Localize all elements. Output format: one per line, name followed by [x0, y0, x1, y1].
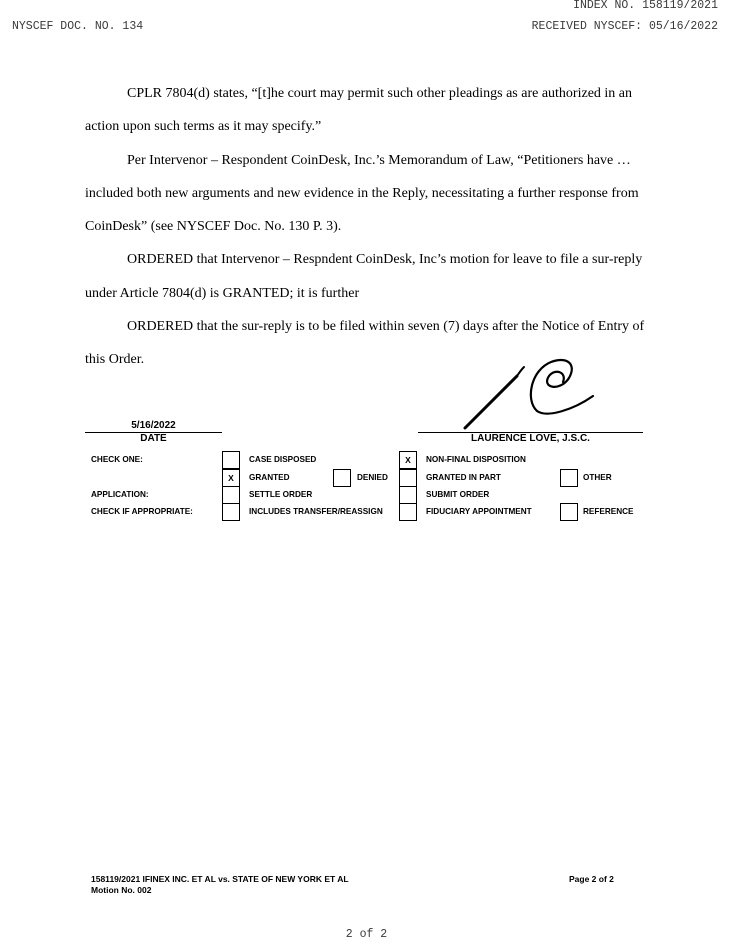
granted-label: GRANTED [249, 473, 290, 482]
index-number: INDEX NO. 158119/2021 [573, 0, 718, 12]
submit-order-checkbox[interactable] [399, 486, 417, 504]
paragraph-ordered-surreply: ORDERED that the sur-reply is to be filed within seven (7) days after the Notice of Entry of this Order. [85, 319, 645, 368]
submit-order-label: SUBMIT ORDER [426, 490, 490, 499]
doc-number: NYSCEF DOC. NO. 134 [12, 20, 144, 33]
granted-in-part-label: GRANTED IN PART [426, 473, 501, 482]
granted-checkbox[interactable]: X [222, 469, 240, 487]
date-label: DATE [140, 433, 167, 444]
received-date: RECEIVED NYSCEF: 05/16/2022 [531, 20, 718, 33]
includes-transfer-label: INCLUDES TRANSFER/REASSIGN [249, 507, 383, 516]
footer-case-caption: 158119/2021 IFINEX INC. ET AL vs. STATE OF NEW YORK ET AL [91, 874, 349, 884]
check-one-label: CHECK ONE: [91, 455, 143, 464]
judge-signature [455, 348, 605, 433]
case-disposed-checkbox[interactable] [222, 451, 240, 469]
reference-label: REFERENCE [583, 507, 634, 516]
footer-page-of: Page 2 of 2 [569, 874, 614, 884]
fiduciary-label: FIDUCIARY APPOINTMENT [426, 507, 532, 516]
paragraph-cplr: CPLR 7804(d) states, “[t]he court may permit such other pleadings as are authorized in an action upon such terms as it may specify.” [85, 86, 633, 135]
paragraph-ordered-granted: ORDERED that Intervenor – Respndent CoinDesk, Inc’s motion for leave to file a sur-reply under Article 7804(d) is GRANTED; it is further [85, 252, 643, 301]
fiduciary-checkbox[interactable] [399, 503, 417, 521]
reference-checkbox[interactable] [560, 503, 578, 521]
case-disposed-label: CASE DISPOSED [249, 455, 317, 464]
denied-label: DENIED [357, 473, 388, 482]
check-if-appropriate-label: CHECK IF APPROPRIATE: [91, 507, 193, 516]
application-label: APPLICATION: [91, 490, 149, 499]
paragraph-memorandum: Per Intervenor – Respondent CoinDesk, Inc.’s Memorandum of Law, “Petitioners have … included both new arguments and new evidence in the Reply, necessitating a further response from CoinDesk” (see NYSCEF Doc. No. 130 P. 3). [85, 152, 639, 235]
granted-in-part-checkbox[interactable] [399, 469, 417, 487]
other-label: OTHER [583, 473, 612, 482]
includes-transfer-checkbox[interactable] [222, 503, 240, 521]
denied-checkbox[interactable] [333, 469, 351, 487]
page-counter: 2 of 2 [345, 928, 388, 941]
footer-motion-number: Motion No. 002 [91, 885, 152, 895]
signed-date: 5/16/2022 [131, 420, 176, 431]
settle-order-label: SETTLE ORDER [249, 490, 313, 499]
other-checkbox[interactable] [560, 469, 578, 487]
settle-order-checkbox[interactable] [222, 486, 240, 504]
non-final-checkbox[interactable]: X [399, 451, 417, 469]
non-final-label: NON-FINAL DISPOSITION [426, 455, 526, 464]
order-body [85, 77, 655, 377]
judge-name: LAURENCE LOVE, J.S.C. [471, 433, 590, 444]
